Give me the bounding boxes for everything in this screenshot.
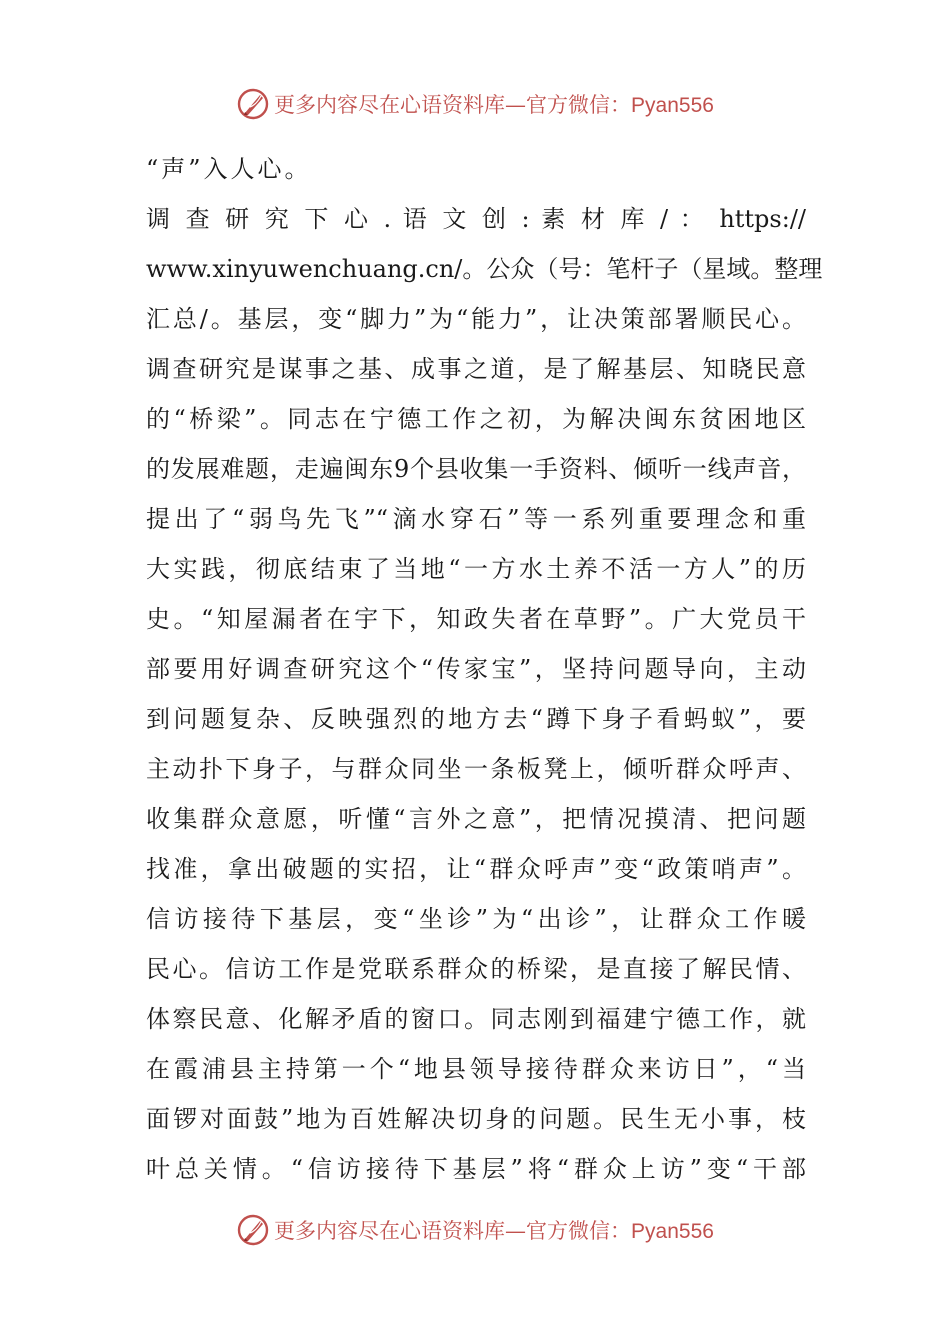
body-line: 调查研究是谋事之基、成事之道，是了解基层、知晓民意 bbox=[146, 355, 806, 383]
body-line: 主动扑下身子，与群众同坐一条板凳上，倾听群众呼声、 bbox=[146, 755, 806, 783]
quill-logo-icon bbox=[236, 87, 270, 121]
body-line: 提出了“弱鸟先飞”“滴水穿石”等一系列重要理念和重 bbox=[146, 505, 806, 533]
body-line: 民心。信访工作是党联系群众的桥梁，是直接了解民情、 bbox=[146, 955, 806, 983]
wechat-id: Pyan556 bbox=[631, 94, 714, 117]
body-line: 找准，拿出破题的实招，让“群众呼声”变“政策哨声”。 bbox=[146, 855, 806, 883]
body-line: 调 查 研 究 下 心 . 语 文 创 : 素 材 库 / ： https:// bbox=[146, 205, 806, 233]
quill-logo-icon bbox=[236, 1213, 270, 1247]
wechat-id: Pyan556 bbox=[631, 1220, 714, 1243]
body-line: 到问题复杂、反映强烈的地方去“蹲下身子看蚂蚁”，要 bbox=[146, 705, 806, 733]
body-line: 大实践，彻底结束了当地“一方水土养不活一方人”的历 bbox=[146, 555, 806, 583]
body-line: 汇总/。基层，变“脚力”为“能力”，让决策部署顺民心。 bbox=[146, 305, 806, 333]
body-line: 在霞浦县主持第一个“地县领导接待群众来访日”，“当 bbox=[146, 1055, 806, 1083]
body-line: 收集群众意愿，听懂“言外之意”，把情况摸清、把问题 bbox=[146, 805, 806, 833]
document-body bbox=[146, 144, 823, 1194]
body-line: “声”入人心。 bbox=[146, 155, 312, 183]
body-line: 史。“知屋漏者在宇下，知政失者在草野”。广大党员干 bbox=[146, 605, 806, 633]
body-line: 面锣对面鼓”地为百姓解决切身的问题。民生无小事，枝 bbox=[146, 1105, 806, 1133]
footer-watermark-banner bbox=[0, 1210, 950, 1250]
body-line: 体察民意、化解矛盾的窗口。同志刚到福建宁德工作，就 bbox=[146, 1005, 806, 1033]
body-line: 叶总关情。“信访接待下基层”将“群众上访”变“干部 bbox=[146, 1155, 806, 1183]
banner-text: 更多内容尽在心语资料库—官方微信：Pyan556 bbox=[274, 93, 714, 117]
body-line: 的发展难题，走遍闽东9个县收集一手资料、倾听一线声音， bbox=[146, 455, 806, 483]
body-line: www.xinyuwenchuang.cn/。公众（号：笔杆子（星域。整理 bbox=[146, 255, 823, 283]
body-line: 的“桥梁”。同志在宁德工作之初，为解决闽东贫困地区 bbox=[146, 405, 806, 433]
body-line: 信访接待下基层，变“坐诊”为“出诊”，让群众工作暖 bbox=[146, 905, 806, 933]
body-line: 部要用好调查研究这个“传家宝”，坚持问题导向，主动 bbox=[146, 655, 806, 683]
header-watermark-banner bbox=[0, 84, 950, 124]
banner-text: 更多内容尽在心语资料库—官方微信：Pyan556 bbox=[274, 1219, 714, 1243]
